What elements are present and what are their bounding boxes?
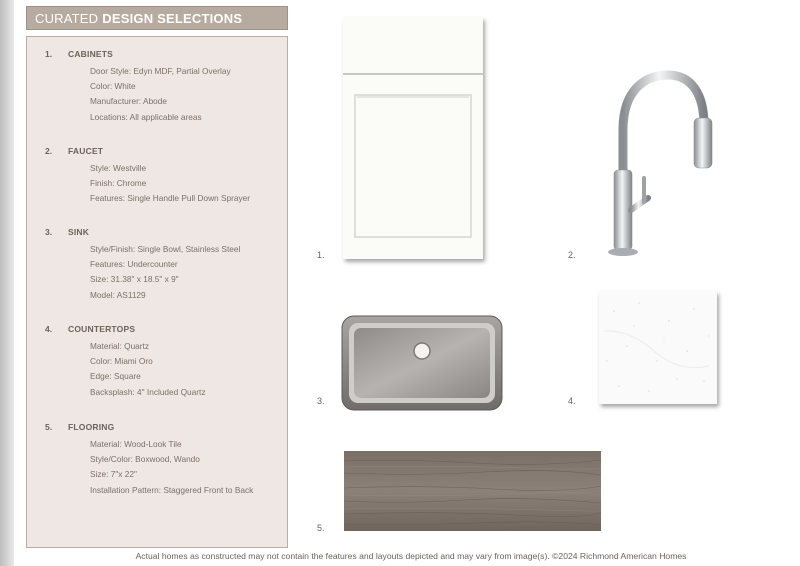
section-title: SINK (68, 227, 90, 237)
section-number: 3. (45, 227, 53, 237)
sink-icon (340, 314, 504, 412)
image-number: 5. (317, 523, 325, 533)
detail-line: Material: Wood-Look Tile (90, 439, 182, 449)
title-light: CURATED (35, 10, 99, 26)
quartz-icon (599, 291, 717, 404)
detail-line: Manufacturer: Abode (90, 96, 168, 107)
detail-line: Features: Undercounter (90, 259, 178, 270)
title-bold: DESIGN SELECTIONS (102, 10, 243, 26)
cabinet-door-image (343, 17, 483, 259)
detail-line: Size: 31.38" x 18.5" x 9" (90, 274, 179, 285)
faucet-icon (600, 70, 720, 260)
section-number: 5. (45, 422, 53, 432)
disclaimer-footer: Actual homes as constructed may not contain the features and layouts depicted and may vary from image(s). ©2024 Richmond American Homes (135, 551, 687, 561)
detail-line: Material: Quartz (90, 341, 150, 351)
detail-line: Style/Finish: Single Bowl, Stainless Steel (90, 244, 241, 254)
cabinet-door-icon (343, 17, 483, 259)
section-title: CABINETS (68, 49, 114, 59)
detail-line: Style: Westville (90, 163, 147, 173)
section-title: COUNTERTOPS (68, 324, 136, 334)
detail-line: Color: White (90, 81, 136, 92)
section-details (90, 437, 253, 498)
image-number: 3. (317, 396, 325, 406)
sink-image (340, 314, 504, 412)
section-number: 4. (45, 324, 53, 334)
detail-line: Size: 7"x 22" (90, 469, 137, 480)
section-title: FLOORING (68, 422, 115, 432)
detail-line: Edge: Square (90, 371, 141, 382)
detail-line: Finish: Chrome (90, 178, 147, 189)
detail-line: Backsplash: 4" Included Quartz (90, 386, 206, 397)
wood-tile-icon (344, 451, 601, 531)
detail-line: Style/Color: Boxwood, Wando (90, 454, 200, 465)
detail-line: Model: AS1129 (90, 289, 146, 300)
page-left-edge (0, 0, 14, 566)
detail-line: Locations: All applicable areas (90, 111, 202, 122)
image-number: 4. (568, 396, 576, 406)
page-title (26, 6, 288, 30)
section-details (90, 161, 250, 207)
faucet-image (600, 70, 720, 260)
image-number: 2. (568, 250, 576, 260)
section-number: 1. (45, 49, 53, 59)
section-details (90, 242, 240, 303)
countertop-image (599, 291, 717, 404)
section-details (90, 339, 205, 400)
selections-panel (26, 36, 288, 548)
section-details (90, 64, 231, 125)
flooring-image (344, 451, 601, 531)
detail-line: Door Style: Edyn MDF, Partial Overlay (90, 66, 231, 76)
detail-line: Color: Miami Oro (90, 356, 153, 367)
detail-line: Installation Pattern: Staggered Front to Back (90, 484, 254, 495)
image-number: 1. (317, 250, 325, 260)
section-title: FAUCET (68, 146, 104, 156)
detail-line: Features: Single Handle Pull Down Sprayer (90, 193, 251, 204)
section-number: 2. (45, 146, 53, 156)
